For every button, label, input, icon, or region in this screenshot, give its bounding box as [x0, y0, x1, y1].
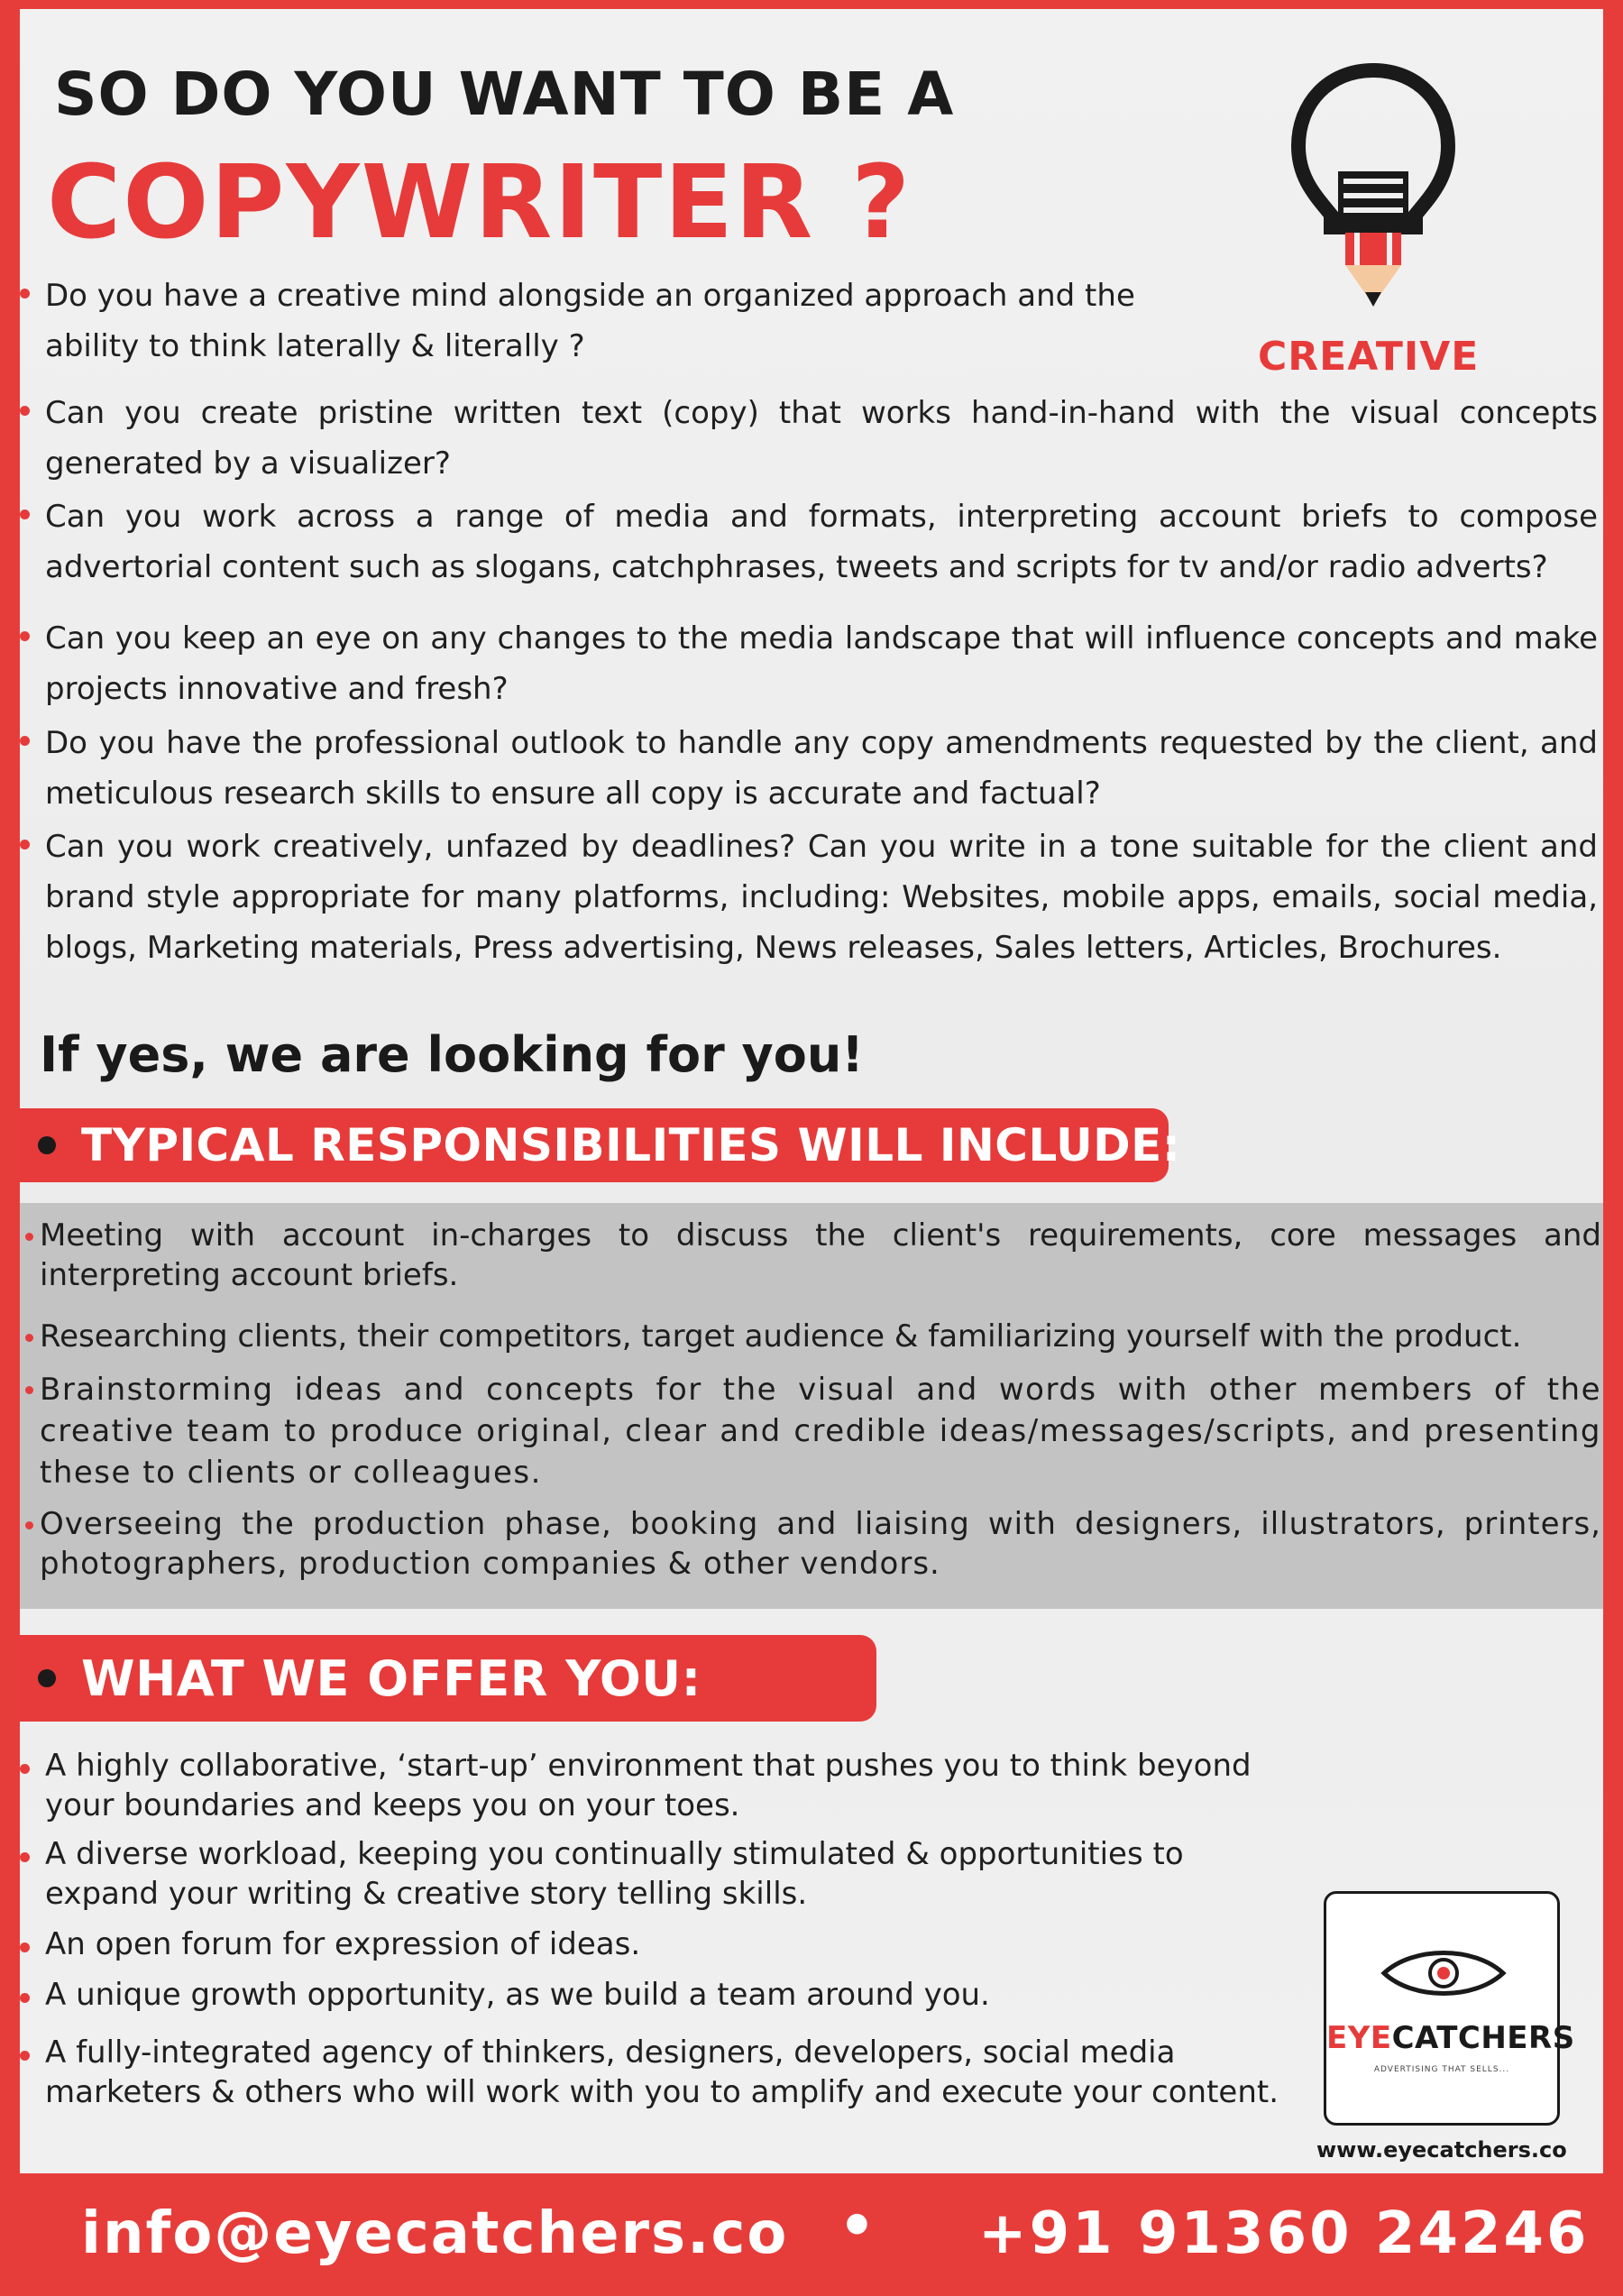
- responsibility-item: Meeting with account in-charges to discuss the client's requirements, core messages and interpreting account briefs.: [25, 1216, 1601, 1295]
- brand-tagline: ADVERTISING THAT SELLS...: [1373, 2065, 1510, 2074]
- pre-title: SO DO YOU WANT TO BE A: [54, 60, 955, 129]
- responsibility-item: Brainstorming ideas and concepts for the visual and words with other members of the creative team to produce original, clear and credible ideas/messages/scripts, and presenting these to clients or colleagues.: [25, 1369, 1601, 1493]
- brand-name-part1: EYE: [1326, 2020, 1392, 2056]
- eye-icon: [1380, 1948, 1507, 1998]
- responsibility-item: Researching clients, their competitors, target audience & familiarizing yourself with the product.: [25, 1317, 1601, 1356]
- responsibility-item: Overseeing the production phase, booking and liaising with designers, illustrators, printers, photographers, production companies & other vendors.: [25, 1504, 1601, 1584]
- phone-number[interactable]: +91 91360 24246: [978, 2200, 1590, 2267]
- offer-heading: WHAT WE OFFER YOU:: [81, 1649, 701, 1707]
- offer-item: A diverse workload, keeping you continually stimulated & opportunities to expand your writing & creative story telling skills.: [18, 1834, 1298, 1914]
- email-link[interactable]: info@eyecatchers.co: [81, 2200, 789, 2267]
- page-title: COPYWRITER ?: [47, 144, 912, 262]
- contact-footer: [0, 2173, 1623, 2296]
- intro-bullet: Can you keep an eye on any changes to the media landscape that will influence concepts and make projects innovative and fresh?: [18, 613, 1598, 714]
- brand-name-part2: CATCHERS: [1391, 2020, 1575, 2056]
- intro-bullet: Do you have the professional outlook to handle any copy amendments requested by the client, and meticulous research skills to ensure all copy is accurate and factual?: [18, 718, 1598, 819]
- offer-item: An open forum for expression of ideas.: [18, 1924, 1298, 1964]
- intro-bullet: Can you work creatively, unfazed by deadlines? Can you write in a tone suitable for the client and brand style appropriate for many platforms, including: Websites, mobile apps, emails, social media, blogs, Marketing materials, Press advertising, News releases, Sales letters, Articles, Brochures.: [18, 822, 1598, 973]
- brand-name: [1326, 2020, 1575, 2056]
- creative-label: CREATIVE: [1258, 334, 1480, 380]
- offer-item: A highly collaborative, ‘start-up’ environment that pushes you to think beyond your boundaries and keeps you on your toes.: [18, 1746, 1298, 1825]
- footer-separator: •: [839, 2193, 876, 2260]
- website-link[interactable]: www.eyecatchers.co: [1316, 2137, 1567, 2163]
- eyecatchers-logo: [1324, 1891, 1575, 2126]
- bullet-dot-icon: [38, 1136, 56, 1154]
- responsibilities-heading: TYPICAL RESPONSIBILITIES WILL INCLUDE:: [81, 1119, 1181, 1171]
- offer-banner: [20, 1635, 876, 1722]
- responsibilities-banner: [20, 1108, 1181, 1182]
- intro-bullet: Can you create pristine written text (copy) that works hand-in-hand with the visual concepts generated by a visualizer?: [18, 388, 1598, 489]
- offer-item: A fully-integrated agency of thinkers, designers, developers, social media marketers & others who will work with you to amplify and execute your content.: [18, 2033, 1316, 2112]
- bullet-dot-icon: [38, 1669, 56, 1687]
- call-to-action: If yes, we are looking for you!: [40, 1026, 864, 1083]
- offer-item: A unique growth opportunity, as we build a team around you.: [18, 1975, 1298, 2015]
- lightbulb-pencil-icon: [1288, 63, 1459, 334]
- intro-bullet: Can you work across a range of media and formats, interpreting account briefs to compose advertorial content such as slogans, catchphrases, tweets and scripts for tv and/or radio adverts?: [18, 491, 1598, 592]
- intro-bullet: Do you have a creative mind alongside an organized approach and the ability to think laterally & literally ?: [18, 271, 1226, 372]
